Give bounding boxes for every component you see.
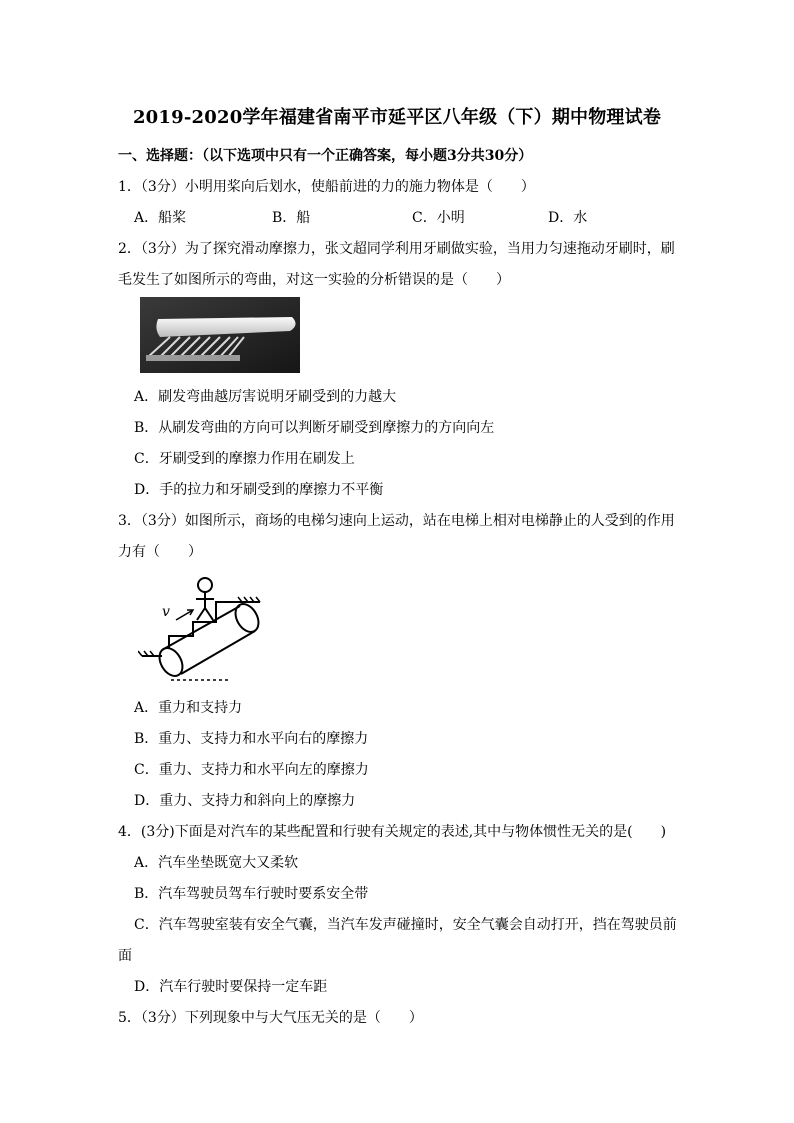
section-heading: 一、选择题：（以下选项中只有一个正确答案，每小题3分共30分） xyxy=(118,148,533,164)
question-4-option-c: C．汽车驾驶室装有安全气囊，当汽车发声碰撞时，安全气囊会自动打开，挡在驾驶员前 xyxy=(134,917,677,933)
question-1-option-c: C．小明 xyxy=(412,210,465,226)
question-1-option-d: D．水 xyxy=(548,210,588,226)
question-2-stem-line-1: 2．（3分）为了探究滑动摩擦力，张文超同学利用牙刷做实验，当用力匀速拖动牙刷时，刷 xyxy=(118,241,675,257)
question-5-stem: 5．（3分）下列现象中与大气压无关的是（ ） xyxy=(118,1010,423,1026)
question-2-stem-line-2: 毛发生了如图所示的弯曲，对这一实验的分析错误的是（ ） xyxy=(118,272,510,288)
question-3-option-b: B．重力、支持力和水平向右的摩擦力 xyxy=(134,731,369,747)
question-4-option-b: B．汽车驾驶员驾车行驶时要系安全带 xyxy=(134,886,369,902)
question-3-option-c: C．重力、支持力和水平向左的摩擦力 xyxy=(134,762,369,778)
question-3-option-a: A．重力和支持力 xyxy=(134,700,243,716)
question-1-stem: 1．（3分）小明用桨向后划水，使船前进的力的施力物体是（ ） xyxy=(118,179,535,195)
toothbrush-figure xyxy=(140,297,300,373)
question-2-option-c: C．牙刷受到的摩擦力作用在刷发上 xyxy=(134,451,355,467)
question-2-option-b: B．从刷发弯曲的方向可以判断牙刷受到摩擦力的方向向左 xyxy=(134,420,495,436)
question-3-stem-line-1: 3．（3分）如图所示，商场的电梯匀速向上运动，站在电梯上相对电梯静止的人受到的作用 xyxy=(118,513,675,529)
question-3-stem-line-2: 力有（ ） xyxy=(118,544,202,560)
escalator-figure xyxy=(138,570,263,685)
question-4-option-a: A．汽车坐垫既宽大又柔软 xyxy=(134,855,299,871)
page-title: 2019-2020学年福建省南平市延平区八年级（下）期中物理试卷 xyxy=(132,107,662,128)
question-4-option-d: D．汽车行驶时要保持一定车距 xyxy=(134,979,328,995)
velocity-label: v xyxy=(162,604,170,620)
question-4-stem: 4．(3分)下面是对汽车的某些配置和行驶有关规定的表述,其中与物体惯性无关的是( ) xyxy=(118,824,667,840)
question-2-option-d: D．手的拉力和牙刷受到的摩擦力不平衡 xyxy=(134,482,384,498)
question-1-option-a: A．船桨 xyxy=(134,210,187,226)
question-4-option-c-continued: 面 xyxy=(118,948,132,964)
question-2-option-a: A．刷发弯曲越厉害说明牙刷受到的力越大 xyxy=(134,389,397,405)
question-1-option-b: B．船 xyxy=(272,210,311,226)
question-3-option-d: D．重力、支持力和斜向上的摩擦力 xyxy=(134,793,356,809)
